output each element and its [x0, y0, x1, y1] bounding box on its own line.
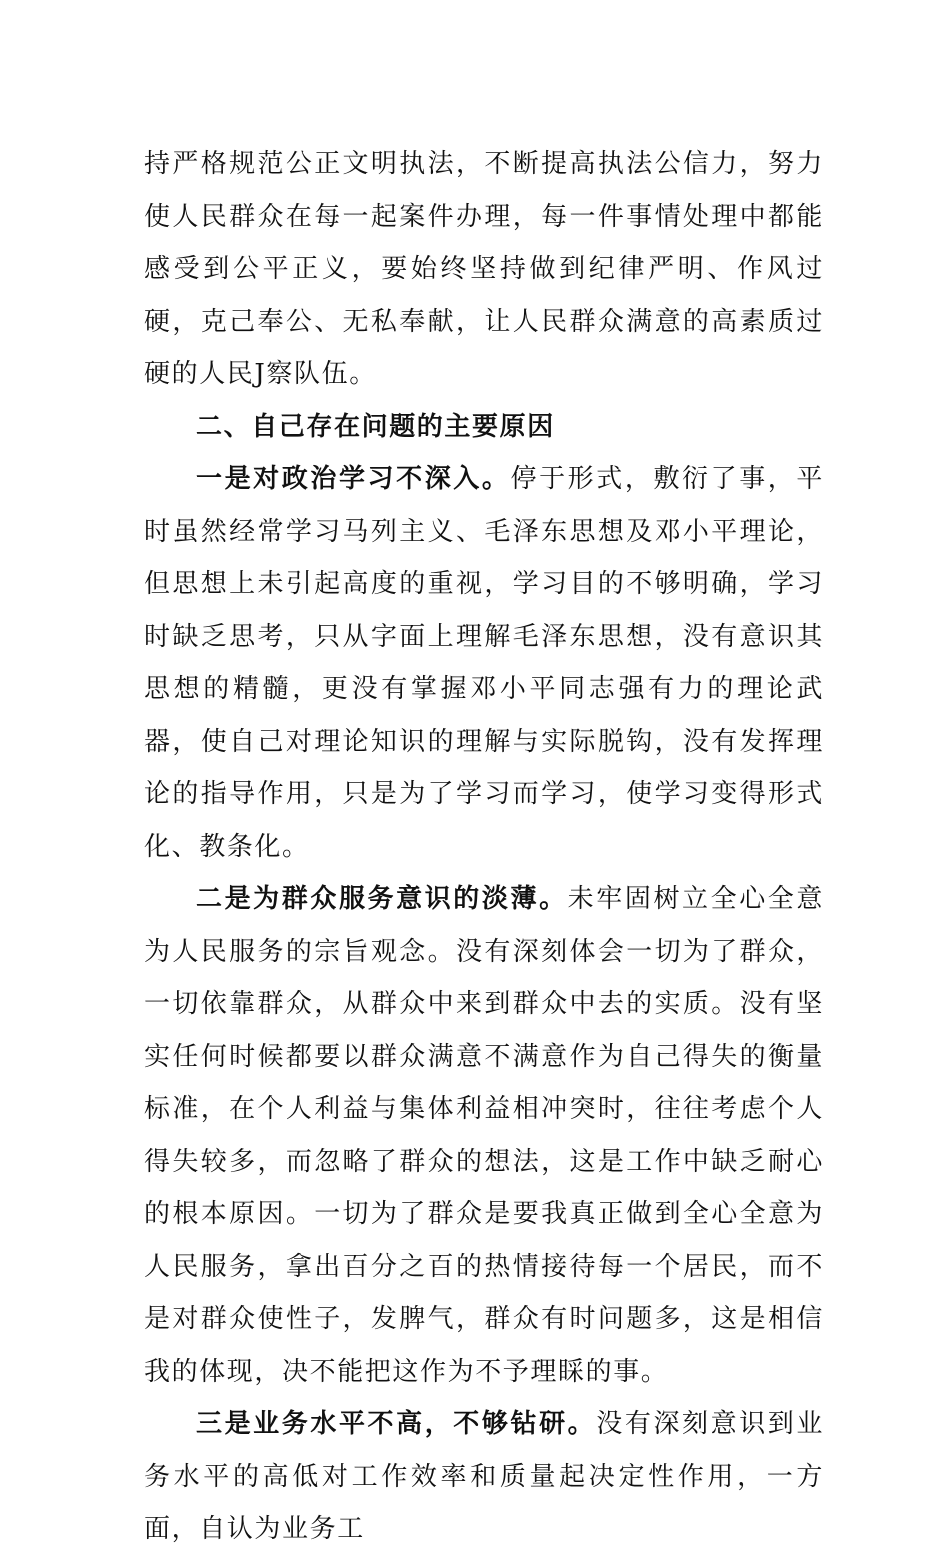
point-1-body: 停于形式，敷衍了事，平时虽然经常学习马列主义、毛泽东思想及邓小平理论，但思想上未引起高度的重视，学习目的不够明确，学习时缺乏思考，只从字面上理解毛泽东思想，没有意识其思想的精髓，更没有掌握邓小平同志强有力的理论武器，使自己对理论知识的理解与实际脱钩，没有发挥理论的指导作用，只是为了学习而学习，使学习变得形式化、教条化。 — [144, 464, 824, 862]
paragraph-point-3 — [144, 1398, 824, 1556]
point-3-lead: 三是业务水平不高，不够钻研。 — [196, 1409, 597, 1439]
section-heading: 二、自己存在问题的主要原因 — [196, 411, 555, 442]
point-2-lead: 二是为群众服务意识的淡薄。 — [196, 884, 568, 914]
paragraph-continuation: 持严格规范公正文明执法，不断提高执法公信力，努力使人民群众在每一起案件办理，每一件事情处理中都能感受到公平正义，要始终坚持做到纪律严明、作风过硬，克己奉公、无私奉献，让人民群众满意的高素质过硬的人民J察队伍。 — [144, 149, 824, 389]
point-3-body: 没有深刻意识到业务水平的高低对工作效率和质量起决定性作用，一方面，自认为业务工 — [144, 1409, 824, 1544]
document-body — [144, 138, 824, 1556]
point-2-body: 未牢固树立全心全意为人民服务的宗旨观念。没有深刻体会一切为了群众，一切依靠群众，从群众中来到群众中去的实质。没有坚实任何时候都要以群众满意不满意作为自己得失的衡量标准，在个人利益与集体利益相冲突时，往往考虑个人得失较多，而忽略了群众的想法，这是工作中缺乏耐心的根本原因。一切为了群众是要我真正做到全心全意为人民服务，拿出百分之百的热情接待每一个居民，而不是对群众使性子，发脾气，群众有时问题多，这是相信我的体现，决不能把这作为不予理睬的事。 — [144, 884, 824, 1387]
paragraph-point-2 — [144, 873, 824, 1398]
point-1-lead: 一是对政治学习不深入。 — [196, 464, 511, 494]
paragraph-point-1 — [144, 453, 824, 873]
